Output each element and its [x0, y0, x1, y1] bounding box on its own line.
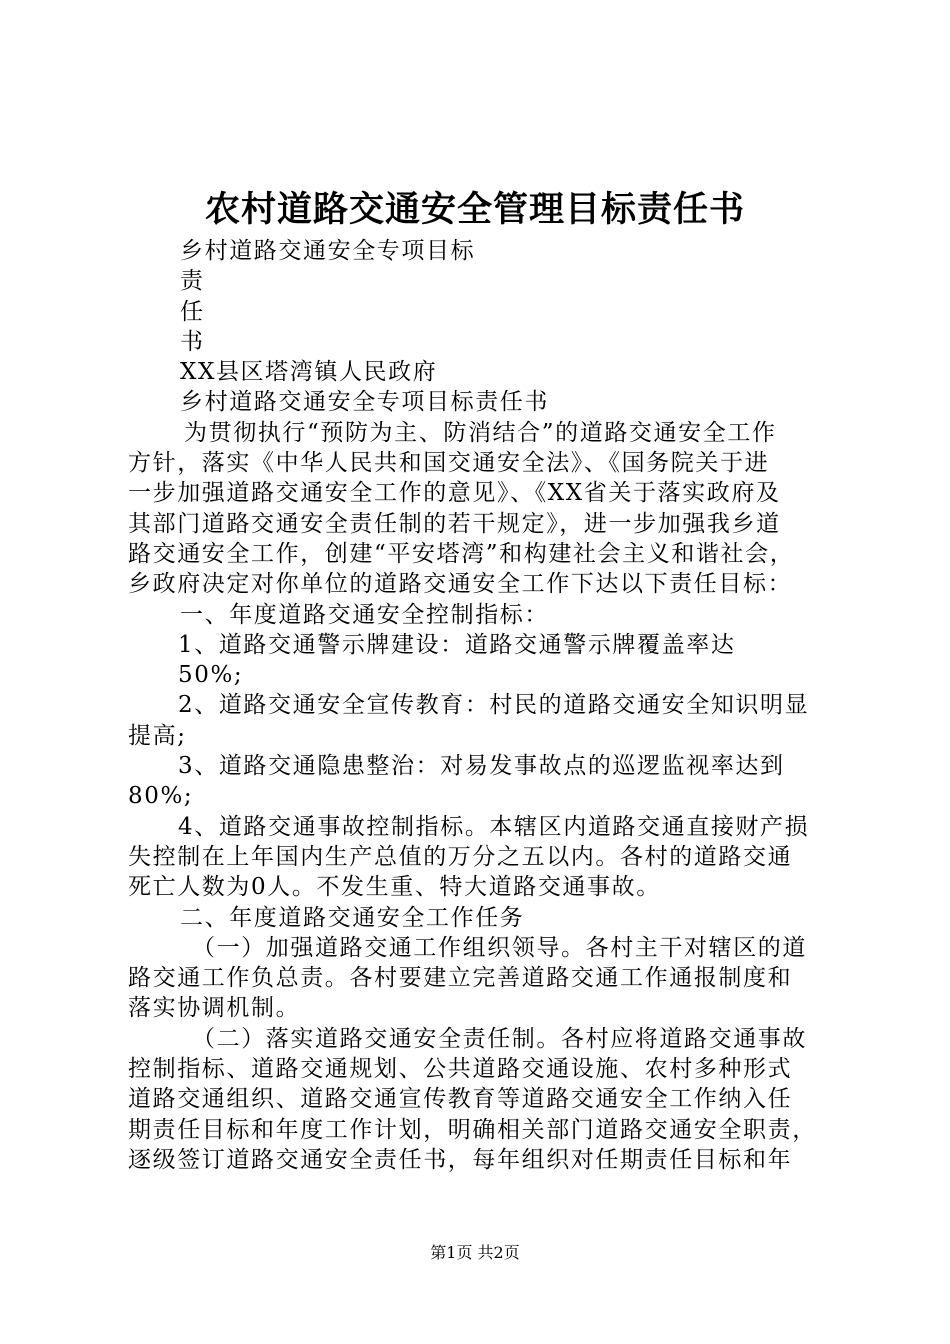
paragraph-line: 乡政府决定对你单位的道路交通安全工作下达以下责任目标： [128, 571, 793, 598]
paragraph-line: （二）落实道路交通安全责任制。各村应将道路交通事故 [192, 1025, 807, 1052]
paragraph-line: 1、道路交通警示牌建设：道路交通警示牌覆盖率达 [178, 631, 736, 658]
paragraph-line: 路交通安全工作，创建“平安塔湾”和构建社会主义和谐社会， [128, 540, 795, 567]
document-title: 农村道路交通安全管理目标责任书 [204, 189, 745, 230]
text-line: 书 [180, 328, 205, 355]
paragraph-line: 失控制在上年国内生产总值的万分之五以内。各村的道路交通 [128, 843, 793, 870]
paragraph-line: （一）加强道路交通工作组织领导。各村主干对辖区的道 [192, 934, 807, 961]
paragraph-line: 一步加强道路交通安全工作的意见》、《XX省关于落实政府及 [128, 480, 781, 507]
paragraph-line: 控制指标、道路交通规划、公共道路交通设施、农村多种形式 [128, 1056, 793, 1083]
paragraph-line: 50%; [178, 662, 244, 689]
section-heading: 一、年度道路交通安全控制指标： [180, 601, 549, 628]
section-heading: 二、年度道路交通安全工作任务 [180, 904, 525, 931]
paragraph-line: 4、道路交通事故控制指标。本辖区内道路交通直接财产损 [178, 813, 810, 840]
paragraph-line: 逐级签订道路交通安全责任书，每年组织对任期责任目标和年 [128, 1146, 793, 1173]
paragraph-line: 期责任目标和年度工作计划，明确相关部门道路交通安全职责， [128, 1116, 817, 1143]
paragraph-line: 提高; [128, 722, 187, 749]
text-line: 任 [180, 298, 205, 325]
text-line: 乡村道路交通安全专项目标责任书 [180, 389, 549, 416]
page-footer: 第1页 共2页 [430, 1243, 520, 1262]
text-line: 责 [180, 268, 205, 295]
paragraph-line: 3、道路交通隐患整治：对易发事故点的巡逻监视率达到 [178, 753, 785, 780]
paragraph-line: 道路交通组织、道路交通宣传教育等道路交通安全工作纳入任 [128, 1086, 793, 1113]
paragraph-line: 路交通工作负总责。各村要建立完善道路交通工作通报制度和 [128, 965, 793, 992]
text-line: 乡村道路交通安全专项目标 [180, 238, 476, 264]
paragraph-line: 落实协调机制。 [128, 995, 301, 1022]
paragraph-line: 死亡人数为0人。不发生重、特大道路交通事故。 [128, 874, 661, 901]
paragraph-line: 80%; [128, 783, 194, 810]
document-body [128, 236, 834, 1175]
paragraph-line: 方针，落实《中华人民共和国交通安全法》、《国务院关于进 [128, 450, 770, 477]
paragraph-line: 2、道路交通安全宣传教育：村民的道路交通安全知识明显 [178, 692, 810, 719]
paragraph-line: 其部门道路交通安全责任制的若干规定》，进一步加强我乡道 [128, 510, 781, 537]
paragraph-line: 为贯彻执行“预防为主、防消结合”的道路交通安全工作 [184, 419, 777, 446]
text-line: XX县区塔湾镇人民政府 [180, 359, 438, 386]
